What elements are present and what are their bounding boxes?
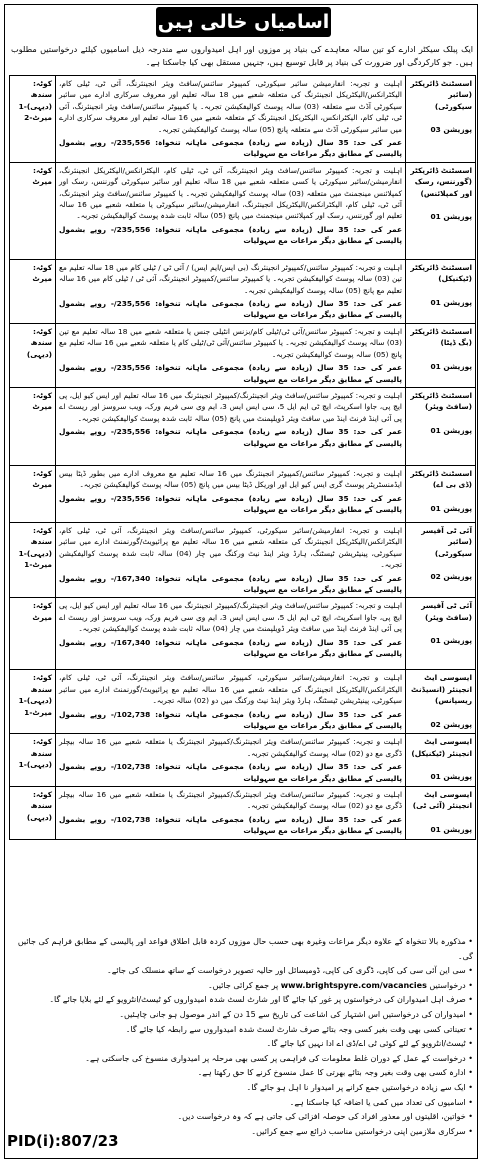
- position-count: پوزیشن 01: [430, 212, 472, 222]
- age-salary-text: عمر کی حد: 35 سال (زیادہ سے زیادہ) مجموعی ماہانہ تنخواہ: 235,556/- روپے بشمول پالیسی کے مطابق دیگر مراعات مع سہولیات: [59, 299, 402, 320]
- position-title: اسسٹنٹ ڈائریکٹر (گورننس، رسک اور کمپلائنس): [410, 165, 472, 198]
- qualification-text: اہلیت و تجربہ: انفارمیشن/سائبر سیکورٹی، کمپیوٹر سائنس/سافٹ ویئر انجینئرنگ، آئی ٹی، ٹیلی کام، الیکٹرانکس/الیکٹریکل انجینئرنگ کی متعلقہ شعبے میں 16 سالہ تعلیم مع پرائیویٹ/گورنمنٹ ادارے میں سائبر سیکورٹی، پینیٹریشن ٹیسٹنگ، ہارڈ ویئر اینڈ نیٹ ورکنگ میں دو (02) سالہ تجربہ۔: [59, 673, 402, 706]
- qualification-text: اہلیت و تجربہ: کمپیوٹر سائنس/سافٹ ویئر انجینئرنگ، آئی ٹی، ٹیلی کام، الیکٹرانکس/الیکٹریکل انجینئرنگ، انفارمیشن/سائبر سیکورٹی یا کسی متعلقہ شعبے میں 18 سالہ تعلیم اور سائبر سیکورٹی گورننس، رسک اور کمپلائنس مینجمنٹ میں متعلقہ (03) سالہ پوسٹ کوالیفکیشن تجربہ۔ یا کمپیوٹر سائنس/سافٹ ویئر انجینئرنگ، آئی ٹی، ٹیلی کام، الیکٹرانکس/الیکٹریکل انجینئرنگ، انفارمیشن/سائبر سیکورٹی یا متعلقہ شعبے میں 16 سالہ تعلیم اور گورننس، رسک اور کمپلائنس مینجمنٹ میں پانچ (05) سالہ ثابت شدہ پوسٹ کوالیفکیشن تجربہ۔: [59, 165, 402, 221]
- quota-text: کوٹہ: میرٹ: [32, 262, 52, 284]
- note-item: [11, 935, 473, 964]
- note-text: • ادارہ کسی بھی وقت بغیر وجہ بتائے بھرتی کا عمل منسوخ کرنے کا حق رکھتا ہے۔: [197, 1068, 473, 1078]
- position-row: [10, 162, 476, 259]
- position-title: ایسوسی ایٹ انجینئر (آئی ٹی): [412, 790, 472, 811]
- position-title: اسسٹنٹ ڈائریکٹر (بگ ڈیٹا): [410, 326, 472, 348]
- quota-text: کوٹہ: سندھ (دیہی): [26, 326, 52, 359]
- age-salary-text: عمر کی حد: 35 سال (زیادہ سے زیادہ) مجموعی ماہانہ تنخواہ: 235,556/- روپے بشمول پالیسی کے مطابق دیگر مراعات مع سہولیات: [59, 493, 402, 515]
- qualification-text: اہلیت و تجربہ: کمپیوٹر سائنس/کمپیوٹر انجینئرنگ (بی ایس/ایم ایس) / آئی ٹی / ٹیلی کام میں 18 سالہ تعلیم مع تین (03) سالہ پوسٹ کوالیفکیشن تجربہ۔ یا کمپیوٹر سائنس/کمپیوٹر انجینئرنگ، آئی ٹی / ٹیلی کام میں 16 سالہ تعلیم مع پانچ (05) سالہ پوسٹ کوالیفکیشن تجربہ۔: [59, 262, 402, 295]
- apply-url-link[interactable]: www.brightspyre.com/vacancies: [280, 980, 427, 990]
- note-item: [11, 993, 473, 1008]
- note-item: [11, 1110, 473, 1125]
- position-title-cell: [406, 387, 476, 465]
- position-row: [10, 787, 476, 840]
- qualification-text: اہلیت و تجربہ: انفارمیشن/سائبر سیکورٹی، کمپیوٹر سائنس/سافٹ ویئر انجینئرنگ، آئی ٹی، ٹیلی کام، الیکٹرانکس/الیکٹریکل انجینئرنگ کی متعلقہ شعبے میں 16 سالہ تعلیم مع پرائیویٹ/گورنمنٹ ادارے میں سائبر سیکورٹی، پینیٹریشن ٹیسٹنگ، ہارڈ ویئر اینڈ نیٹ ورکنگ میں چار (04) سالہ ثابت شدہ پوسٹ کوالیفکیشن تجربہ۔: [59, 525, 402, 570]
- note-text: • درخواست کے عمل کے دوران غلط معلومات کی فراہمی پر کسی بھی مرحلہ پر امیدواری منسوخ کی جاسکتی ہے۔: [85, 1053, 473, 1063]
- position-count: پوزیشن 01: [430, 772, 472, 782]
- positions-table: [9, 75, 476, 840]
- quota-cell: [10, 522, 56, 597]
- position-count: پوزیشن 01: [430, 824, 472, 834]
- qualification-cell: [56, 465, 406, 522]
- note-text: • اسامیوں کی تعداد میں کمی یا اضافہ کیا جاسکتا ہے۔: [289, 1097, 473, 1107]
- note-text: • خواتین، اقلیتوں اور معذور افراد کی حوصلہ افزائی کی جاتی ہے کہ وہ درخواست دیں۔: [177, 1112, 473, 1122]
- age-salary-text: عمر کی حد: 35 سال (زیادہ سے زیادہ) مجموعی ماہانہ تنخواہ: 235,556/- روپے بشمول پالیسی کے مطابق دیگر مراعات مع سہولیات: [59, 224, 402, 246]
- position-count: پوزیشن 02: [430, 572, 472, 582]
- position-title: اسسٹنٹ ڈائریکٹر (ڈی بی اے): [410, 468, 472, 490]
- quota-cell: [10, 387, 56, 465]
- position-title-cell: [406, 522, 476, 597]
- position-count: پوزیشن 01: [430, 297, 472, 307]
- position-row: [10, 734, 476, 787]
- note-item: [11, 1008, 473, 1023]
- position-row: [10, 598, 476, 670]
- age-salary-text: عمر کی حد: 35 سال (زیادہ سے زیادہ) مجموعی ماہانہ تنخواہ: 235,556/- روپے بشمول پالیسی کے مطابق دیگر مراعات مع سہولیات: [59, 363, 402, 384]
- qualification-text: اہلیت و تجربہ: کمپیوٹر سائنس/سافٹ ویئر انجینئرنگ/کمپیوٹر انجینئرنگ یا متعلقہ شعبے میں 16 سالہ بیچلر ڈگری مع دو (02) سالہ پوسٹ کوالیفکیشن تجربہ۔: [59, 790, 402, 811]
- qualification-cell: [56, 734, 406, 787]
- quota-cell: [10, 734, 56, 787]
- quota-text: کوٹہ: میرٹ: [32, 468, 52, 490]
- qualification-cell: [56, 387, 406, 465]
- qualification-cell: [56, 787, 406, 840]
- pid-number: PID(i):807/23: [7, 1132, 119, 1150]
- qualification-text: اہلیت و تجربہ: کمپیوٹر سائنس/آئی ٹی/ٹیلی کام/بزنس انٹیلی جنس یا متعلقہ شعبے میں 18 سالہ تعلیم مع تین (03) سالہ پوسٹ کوالیفکیشن تجربہ۔ یا کمپیوٹر سائنس/آئی ٹی/ٹیلی کام یا متعلقہ شعبے میں 16 سالہ تعلیم مع پانچ (05) سالہ پوسٹ کوالیفکیشن تجربہ۔: [59, 326, 403, 359]
- note-text: • تعیناتی کسی بھی وقت بغیر کسی وجہ بتائے صرف شارٹ لسٹ شدہ امیدواروں سے رابطہ کیا جائے گا۔: [125, 1024, 473, 1034]
- note-item: [11, 1096, 473, 1111]
- position-title: ایسوسی ایٹ انجینئر (ٹیکنیکل): [411, 737, 472, 758]
- qualification-cell: [56, 670, 406, 734]
- note-item: [11, 1081, 473, 1096]
- quota-text: کوٹہ: میرٹ: [32, 390, 52, 412]
- position-title: اسسٹنٹ ڈائریکٹر (سافٹ ویئر): [410, 390, 472, 412]
- general-notes: [11, 935, 473, 1139]
- apply-url-suffix: پر جمع کرائی جائیں۔: [207, 980, 281, 990]
- note-item: [11, 1052, 473, 1067]
- position-title: آئی ٹی آفیسر (سافٹ ویئر): [421, 601, 472, 622]
- note-text: • امیدواران کی درخواستیں اس اشتہار کی اشاعت کی تاریخ سے 15 دن کے اندر موصول ہو جانی چاہئیں۔: [119, 1009, 473, 1019]
- position-row: [10, 670, 476, 734]
- quota-cell: [10, 162, 56, 259]
- note-text: • ایک سے زیادہ درخواستیں جمع کرانے پر امیدوار نا اہل ہو جائے گا۔: [246, 1082, 473, 1092]
- age-salary-text: عمر کی حد: 35 سال (زیادہ سے زیادہ) مجموعی ماہانہ تنخواہ: 167,340/- روپے بشمول پالیسی کے مطابق دیگر مراعات مع سہولیات: [59, 637, 402, 658]
- quota-text: کوٹہ: سندھ (دیہی)-1: [18, 673, 52, 706]
- position-title: اسسٹنٹ ڈائریکٹر (ٹیکنیکل): [410, 262, 472, 284]
- note-item: [11, 1037, 473, 1052]
- age-salary-text: عمر کی حد: 35 سال (زیادہ سے زیادہ) مجموعی ماہانہ تنخواہ: 102,738/- روپے بشمول پالیسی کے مطابق دیگر مراعات مع سہولیات: [59, 762, 402, 783]
- position-title-cell: [406, 465, 476, 522]
- qualification-cell: [56, 598, 406, 670]
- intro-paragraph: ایک پبلک سیکٹر ادارے کو تین سالہ معاہدے کی بنیاد پر موزوں اور اہل امیدواروں سے مندرجہ ذیل اسامیوں کیلئے درخواستیں مطلوب ہیں۔ جو کارکردگی اور ضرورت کی بنیاد پر قابل توسیع ہیں، جنہیں مستقل بھی کیا جاسکتا ہے۔: [11, 44, 473, 67]
- job-advertisement: [4, 4, 478, 1159]
- age-salary-text: عمر کی حد: 35 سال (زیادہ سے زیادہ) مجموعی ماہانہ تنخواہ: 235,556/- روپے بشمول پالیسی کے مطابق دیگر مراعات مع سہولیات: [59, 427, 402, 448]
- position-title: اسسٹنٹ ڈائریکٹر (سائبر سیکورٹی): [410, 79, 472, 111]
- position-row: [10, 465, 476, 522]
- position-title-cell: [406, 734, 476, 787]
- age-salary-text: عمر کی حد: 35 سال (زیادہ سے زیادہ) مجموعی ماہانہ تنخواہ: 102,738/- روپے بشمول پالیسی کے مطابق دیگر مراعات مع سہولیات: [59, 814, 402, 836]
- position-row: [10, 259, 476, 323]
- qualification-text: اہلیت و تجربہ: انفارمیشن سائبر سیکورٹی، کمپیوٹر سائنس/سافٹ ویئر انجینئرنگ، آئی ٹی، ٹیلی کام، الیکٹرانکس/الیکٹریکل انجینئرنگ کی متعلقہ شعبے میں 18 سالہ تعلیم اور معروف سرکاری ادارے میں سائبر سیکورٹی آڈٹ سے متعلقہ (03) سالہ پوسٹ کوالیفکیشن تجربہ۔ یا کمپیوٹر سائنس/سافٹ ویئر انجینئرنگ، آئی ٹی، ٹیلی کام، الیکٹرانکس، الیکٹریکل انجینئرنگ کے متعلقہ شعبے میں 16 سالہ تعلیم اور معروف سرکاری ادارے میں سائبر سیکورٹی آڈٹ سے متعلقہ پانچ (05) سالہ پوسٹ کوالیفکیشن تجربہ۔: [59, 79, 402, 134]
- quota-cell: [10, 598, 56, 670]
- qualification-text: اہلیت و تجربہ: کمپیوٹر سائنس/سافٹ ویئر انجینئرنگ/کمپیوٹر انجینئرنگ میں 16 سالہ تعلیم اور ایس کیو ایل، پی ایچ پی، جاوا اسکرپٹ، ایچ ٹی ایم ایل 5، سی ایس ایس 3، ایم وی سی فریم ورک، ویب سروسز اور ریسٹ اے پی آئی اینڈ فرنٹ اینڈ میں سافٹ ویئر ڈویلپمنٹ میں چار (04) سالہ ثابت شدہ پوسٹ کوالیفکیشن تجربہ۔: [59, 601, 403, 634]
- qualification-text: اہلیت و تجربہ: کمپیوٹر سائنس/کمپیوٹر انجینئرنگ میں 16 سالہ تعلیم مع معروف ادارے میں بطور ڈیٹا بیس ایڈمنسٹریٹر پوسٹ گری ایس کیو ایل اور اوریکل ڈیٹا بیس میں پانچ (05) سالہ پوسٹ کوالیفکیشن تجربہ۔: [59, 468, 402, 490]
- note-text: • سی این آئی سی کی کاپی، ڈگری کی کاپی، ڈومیسائل اور حالیہ تصویر درخواست کے ساتھ منسلک کی جائے۔: [107, 966, 473, 976]
- age-salary-text: عمر کی حد: 35 سال (زیادہ سے زیادہ) مجموعی ماہانہ تنخواہ: 235,556/- روپے بشمول پالیسی کے مطابق دیگر مراعات مع سہولیات: [59, 138, 402, 159]
- quota-text: کوٹہ: سندھ (دیہی): [26, 790, 52, 822]
- position-title-cell: [406, 598, 476, 670]
- age-salary-text: عمر کی حد: 35 سال (زیادہ سے زیادہ) مجموعی ماہانہ تنخواہ: 167,340/- روپے بشمول پالیسی کے مطابق دیگر مراعات مع سہولیات: [59, 573, 402, 594]
- quota-cell: [10, 323, 56, 387]
- position-row: [10, 387, 476, 465]
- note-item: [11, 1023, 473, 1038]
- quota-text: کوٹہ: میرٹ: [32, 165, 52, 187]
- quota-text: کوٹہ: سندھ (دیہی)-1: [18, 525, 52, 558]
- qualification-cell: [56, 522, 406, 597]
- position-title-cell: [406, 323, 476, 387]
- quota-cell: [10, 259, 56, 323]
- note-text: • سرکاری ملازمین اپنی درخواستیں مناسب ذرائع سے جمع کرائیں۔: [251, 1126, 473, 1136]
- quota-text: کوٹہ: سندھ (دیہی)-1: [18, 737, 52, 770]
- position-title-cell: [406, 787, 476, 840]
- note-item: [11, 979, 473, 994]
- quota-cell: [10, 465, 56, 522]
- position-title: آئی ٹی آفیسر (سائبر سیکورٹی): [421, 525, 472, 558]
- note-item: [11, 1066, 473, 1081]
- quota-cell: [10, 76, 56, 163]
- note-text: • درخواستیں: [426, 980, 473, 990]
- qualification-cell: [56, 162, 406, 259]
- qualification-cell: [56, 76, 406, 163]
- quota-cell: [10, 670, 56, 734]
- position-count: پوزیشن 01: [430, 636, 472, 646]
- position-title-cell: [406, 670, 476, 734]
- quota-text: میرٹ-1: [24, 560, 52, 570]
- quota-text: میرٹ-1: [24, 707, 52, 717]
- qualification-text: اہلیت و تجربہ: کمپیوٹر سائنس/سافٹ ویئر انجینئرنگ/کمپیوٹر انجینئرنگ یا متعلقہ شعبے میں 16 سالہ بیچلر ڈگری مع دو (02) سالہ پوسٹ کوالیفکیشن تجربہ۔: [59, 737, 402, 758]
- note-text: • مذکورہ بالا تنخواہ کے علاوہ دیگر مراعات وغیرہ بھی حسب حال موزوں کردہ قابل اطلاق قواعد اور پالیسی کے مطابق فراہم کی جائیں گی۔: [17, 937, 473, 961]
- position-count: پوزیشن 01: [430, 503, 472, 513]
- qualification-text: اہلیت و تجربہ: کمپیوٹر سائنس/سافٹ ویئر انجینئرنگ/کمپیوٹر انجینئرنگ میں 16 سالہ تعلیم اور ایس کیو ایل، پی ایچ پی، جاوا اسکرپٹ، ایچ ٹی ایم ایل 5، سی ایس ایس 3، ایم وی سی فریم ورک، ویب سروسز اور ریسٹ اے پی آئی اینڈ فرنٹ اینڈ میں سافٹ ویئر ڈویلپمنٹ میں پانچ (05) سالہ ثابت شدہ پوسٹ کوالیفکیشن تجربہ۔: [59, 390, 403, 423]
- note-text: • ٹیسٹ/انٹرویو کے لئے کوئی ٹی اے/ڈی اے ادا نہیں کیا جائے گا۔: [266, 1039, 473, 1049]
- position-title: ایسوسی ایٹ انجینئر (انسیڈنٹ ریسپانس): [411, 673, 472, 706]
- age-salary-text: عمر کی حد: 35 سال (زیادہ سے زیادہ) مجموعی ماہانہ تنخواہ: 102,738/- روپے بشمول پالیسی کے مطابق دیگر مراعات مع سہولیات: [59, 709, 402, 730]
- position-count: پوزیشن 01: [430, 361, 472, 371]
- position-count: پوزیشن 03: [430, 125, 472, 135]
- quota-text: کوٹہ: سندھ (دیہی)-1: [18, 79, 52, 111]
- qualification-cell: [56, 323, 406, 387]
- position-title-cell: [406, 259, 476, 323]
- position-count: پوزیشن 01: [430, 425, 472, 435]
- vacancies-banner: اسامیاں خالی ہیں: [156, 7, 331, 37]
- note-text: • صرف اہل امیدواران کی درخواستوں پر غور کیا جائے گا اور شارٹ لسٹ شدہ امیدواروں کو ٹیسٹ/انٹرویو کے لئے بلایا جائے گا۔: [49, 995, 473, 1005]
- qualification-cell: [56, 259, 406, 323]
- quota-text: میرٹ-2: [24, 113, 52, 123]
- position-title-cell: [406, 162, 476, 259]
- note-item: [11, 964, 473, 979]
- position-row: [10, 522, 476, 597]
- quota-cell: [10, 787, 56, 840]
- position-row: [10, 323, 476, 387]
- position-row: [10, 76, 476, 163]
- quota-text: کوٹہ: میرٹ: [32, 601, 52, 622]
- position-title-cell: [406, 76, 476, 163]
- position-count: پوزیشن 02: [430, 719, 472, 729]
